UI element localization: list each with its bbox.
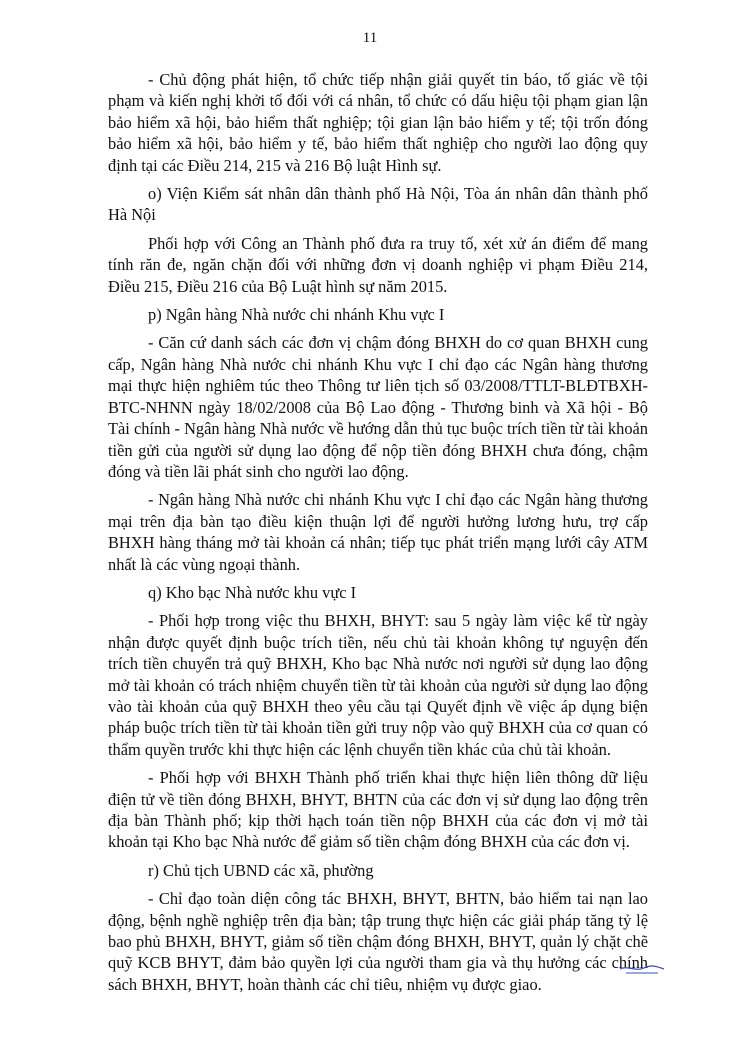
paragraph-police-detection: - Chủ động phát hiện, tổ chức tiếp nhận giải quyết tin báo, tố giác về tội phạm và kiến nghị khởi tố đối với cá nhân, tổ chức có dấu hiệu tội phạm gian lận bảo hiểm xã hội, bảo hiểm thất nghiệp; tội gian lận bảo hiểm y tế; tội trốn đóng bảo hiểm xã hội, bảo hiểm y tế, bảo hiểm thất nghiệp cho người lao động quy định tại các Điều 214, 215 và 216 Bộ luật Hình sự.: [108, 70, 648, 175]
handwritten-initial-mark: [618, 963, 666, 977]
document-body: [108, 69, 648, 995]
section-heading-p: p) Ngân hàng Nhà nước chi nhánh Khu vực I: [148, 305, 445, 325]
paragraph-prosecution: Phối hợp với Công an Thành phố đưa ra truy tố, xét xử án điểm để mang tính răn đe, ngăn chặn đối với những đơn vị doanh nghiệp vi phạm Điều 214, Điều 215, Điều 216 của Bộ Luật hình sự năm 2015.: [108, 233, 648, 296]
paragraph-treasury-collection: - Phối hợp trong việc thu BHXH, BHYT: sau 5 ngày làm việc kể từ ngày nhận được quyết định buộc trích tiền, nếu chủ tài khoản không tự nguyện đến trích tiền chuyển trả quỹ BHXH, Kho bạc Nhà nước nơi người sử dụng lao động mở tài khoản có trách nhiệm chuyển tiền từ tài khoản của người sử dụng lao động vào tài khoản của quỹ BHXH theo yêu cầu tại Quyết định về việc áp dụng biện pháp buộc trích tiền từ tài khoản tiền gửi truy nộp vào quỹ BHXH của cơ quan có thẩm quyền trước khi thực hiện các lệnh chuyển tiền khác của chủ tài khoản.: [108, 611, 648, 759]
paragraph-treasury-data: - Phối hợp với BHXH Thành phố triển khai thực hiện liên thông dữ liệu điện tử về tiền đóng BHXH, BHYT, BHTN của các đơn vị sử dụng lao động trên địa bàn Thành phố; kịp thời hạch toán tiền nộp BHXH của các đơn vị mở tài khoản tại Kho bạc Nhà nước để giảm số tiền chậm đóng BHXH của các đơn vị.: [108, 768, 648, 852]
paragraph-bank-accounts: - Ngân hàng Nhà nước chi nhánh Khu vực I chỉ đạo các Ngân hàng thương mại trên địa bàn tạo điều kiện thuận lợi để người hưởng lương hưu, trợ cấp BHXH hàng tháng mở tài khoản cá nhân; tiếp tục phát triển mạng lưới cây ATM nhất là các vùng ngoại thành.: [108, 490, 648, 574]
section-heading-r: r) Chủ tịch UBND các xã, phường: [148, 860, 374, 880]
section-heading-o: o) Viện Kiểm sát nhân dân thành phố Hà Nội, Tòa án nhân dân thành phố Hà Nội: [108, 184, 648, 225]
page-number: 11: [362, 30, 378, 46]
paragraph-commune-chairman: - Chỉ đạo toàn diện công tác BHXH, BHYT, BHTN, bảo hiểm tai nạn lao động, bệnh nghề nghiệp trên địa bàn; tập trung thực hiện các giải pháp tăng tỷ lệ bao phủ BHXH, BHYT, giảm số tiền chậm đóng BHXH, BHYT, quản lý chặt chẽ quỹ KCB BHYT, đảm bảo quyền lợi của người tham gia và thụ hưởng các chính sách BHXH, BHYT, hoàn thành các chỉ tiêu, nhiệm vụ được giao.: [108, 889, 648, 994]
section-heading-q: q) Kho bạc Nhà nước khu vực I: [148, 582, 357, 602]
paragraph-bank-directive: - Căn cứ danh sách các đơn vị chậm đóng BHXH do cơ quan BHXH cung cấp, Ngân hàng Nhà nước chi nhánh Khu vực I chỉ đạo các Ngân hàng thương mại thực hiện nghiêm túc theo Thông tư liên tịch số 03/2008/TTLT-BLĐTBXH-BTC-NHNN ngày 18/02/2008 của Bộ Lao động - Thương binh và Xã hội - Bộ Tài chính - Ngân hàng Nhà nước về hướng dẫn thủ tục buộc trích tiền từ tài khoản tiền gửi của người sử dụng lao động để nộp tiền đóng BHXH chưa đóng, chậm đóng và tiền lãi phát sinh cho người lao động.: [108, 333, 648, 481]
